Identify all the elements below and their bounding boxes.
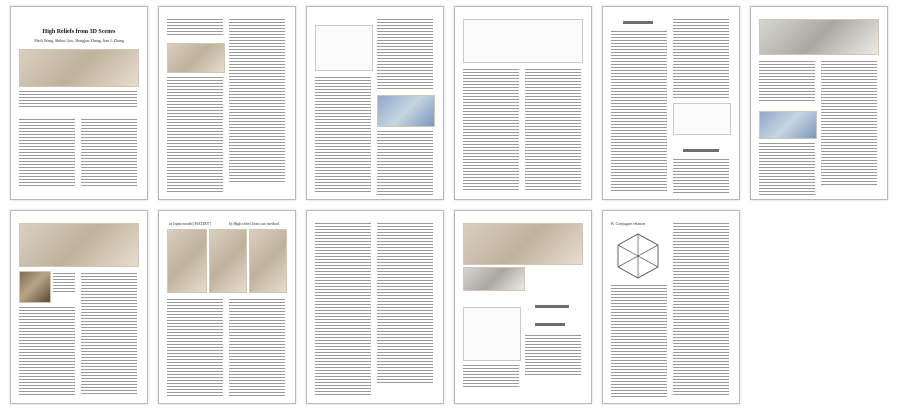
page-text-right (821, 61, 877, 187)
page-text-right-2 (377, 131, 433, 197)
figure-relief-grid (759, 19, 879, 55)
body-right-column (81, 119, 137, 188)
page-text-left (463, 69, 519, 192)
page-text-left (611, 31, 667, 193)
page-text-left-2 (19, 307, 75, 397)
teaser-figure (19, 49, 139, 87)
figure-relief-detail (19, 271, 51, 303)
page-text-right (377, 19, 433, 91)
figure-mesh-diagram (377, 95, 435, 127)
equation-2 (535, 323, 565, 326)
body-left-column (19, 119, 75, 188)
page-text-right (525, 69, 581, 192)
figure-gradient-map (759, 111, 817, 139)
page-text-left (315, 77, 371, 194)
equation (535, 305, 569, 308)
page-text-left (463, 365, 519, 389)
page-text-right (673, 19, 729, 100)
page-text-right (81, 273, 137, 396)
appendix-heading: B. Conjugate relation (611, 221, 646, 226)
page-text-left (611, 285, 667, 399)
figure-high-relief-b (249, 229, 287, 293)
page-text-left (53, 273, 75, 294)
page-1[interactable] (10, 6, 148, 200)
page-8[interactable] (158, 210, 296, 404)
caption-input-model: a) Input model [HATD07] (169, 221, 211, 226)
figure-relief-pair (167, 43, 225, 73)
page-text-right (525, 335, 581, 377)
paper-title: High Reliefs from 3D Scenes (42, 29, 116, 35)
equation (623, 21, 653, 24)
page-4[interactable] (454, 6, 592, 200)
figure-input-model (167, 229, 207, 293)
page-text-right-2 (673, 159, 729, 195)
figure-relief-samples-2 (463, 267, 525, 291)
figure-relief-samples (463, 223, 583, 265)
page-10[interactable] (454, 210, 592, 404)
figure-high-relief-a (209, 229, 247, 293)
paper-authors: Meili Wang, Shihui Guo, Hongjun Zhang, Jian J. Zhang (34, 38, 124, 43)
figure-graph (673, 103, 731, 135)
page-text-right (673, 223, 729, 397)
page-text-left-2 (167, 77, 223, 194)
page-text-right (229, 19, 285, 184)
page-text-left (315, 223, 371, 397)
figure-relief-results (19, 223, 139, 267)
page-text-left-2 (759, 143, 815, 197)
page-text-left (167, 299, 223, 398)
abstract-text (19, 91, 137, 109)
page-6[interactable] (750, 6, 888, 200)
figure-appendix-diagram (463, 307, 521, 361)
page-5[interactable] (602, 6, 740, 200)
hexagon-diagram (613, 231, 663, 281)
figure-projection-steps (463, 19, 583, 63)
page-text-left (759, 61, 815, 103)
caption-high-relief: b) High relief from our method (229, 221, 279, 226)
page-7[interactable] (10, 210, 148, 404)
page-11[interactable] (602, 210, 740, 404)
page-text-right (377, 223, 433, 385)
page-3[interactable] (306, 6, 444, 200)
page-text-left (167, 19, 223, 37)
page-text-right (229, 299, 285, 398)
equation-2 (683, 149, 719, 152)
figure-projection-diagram (315, 25, 373, 71)
page-9[interactable] (306, 210, 444, 404)
page-2[interactable] (158, 6, 296, 200)
